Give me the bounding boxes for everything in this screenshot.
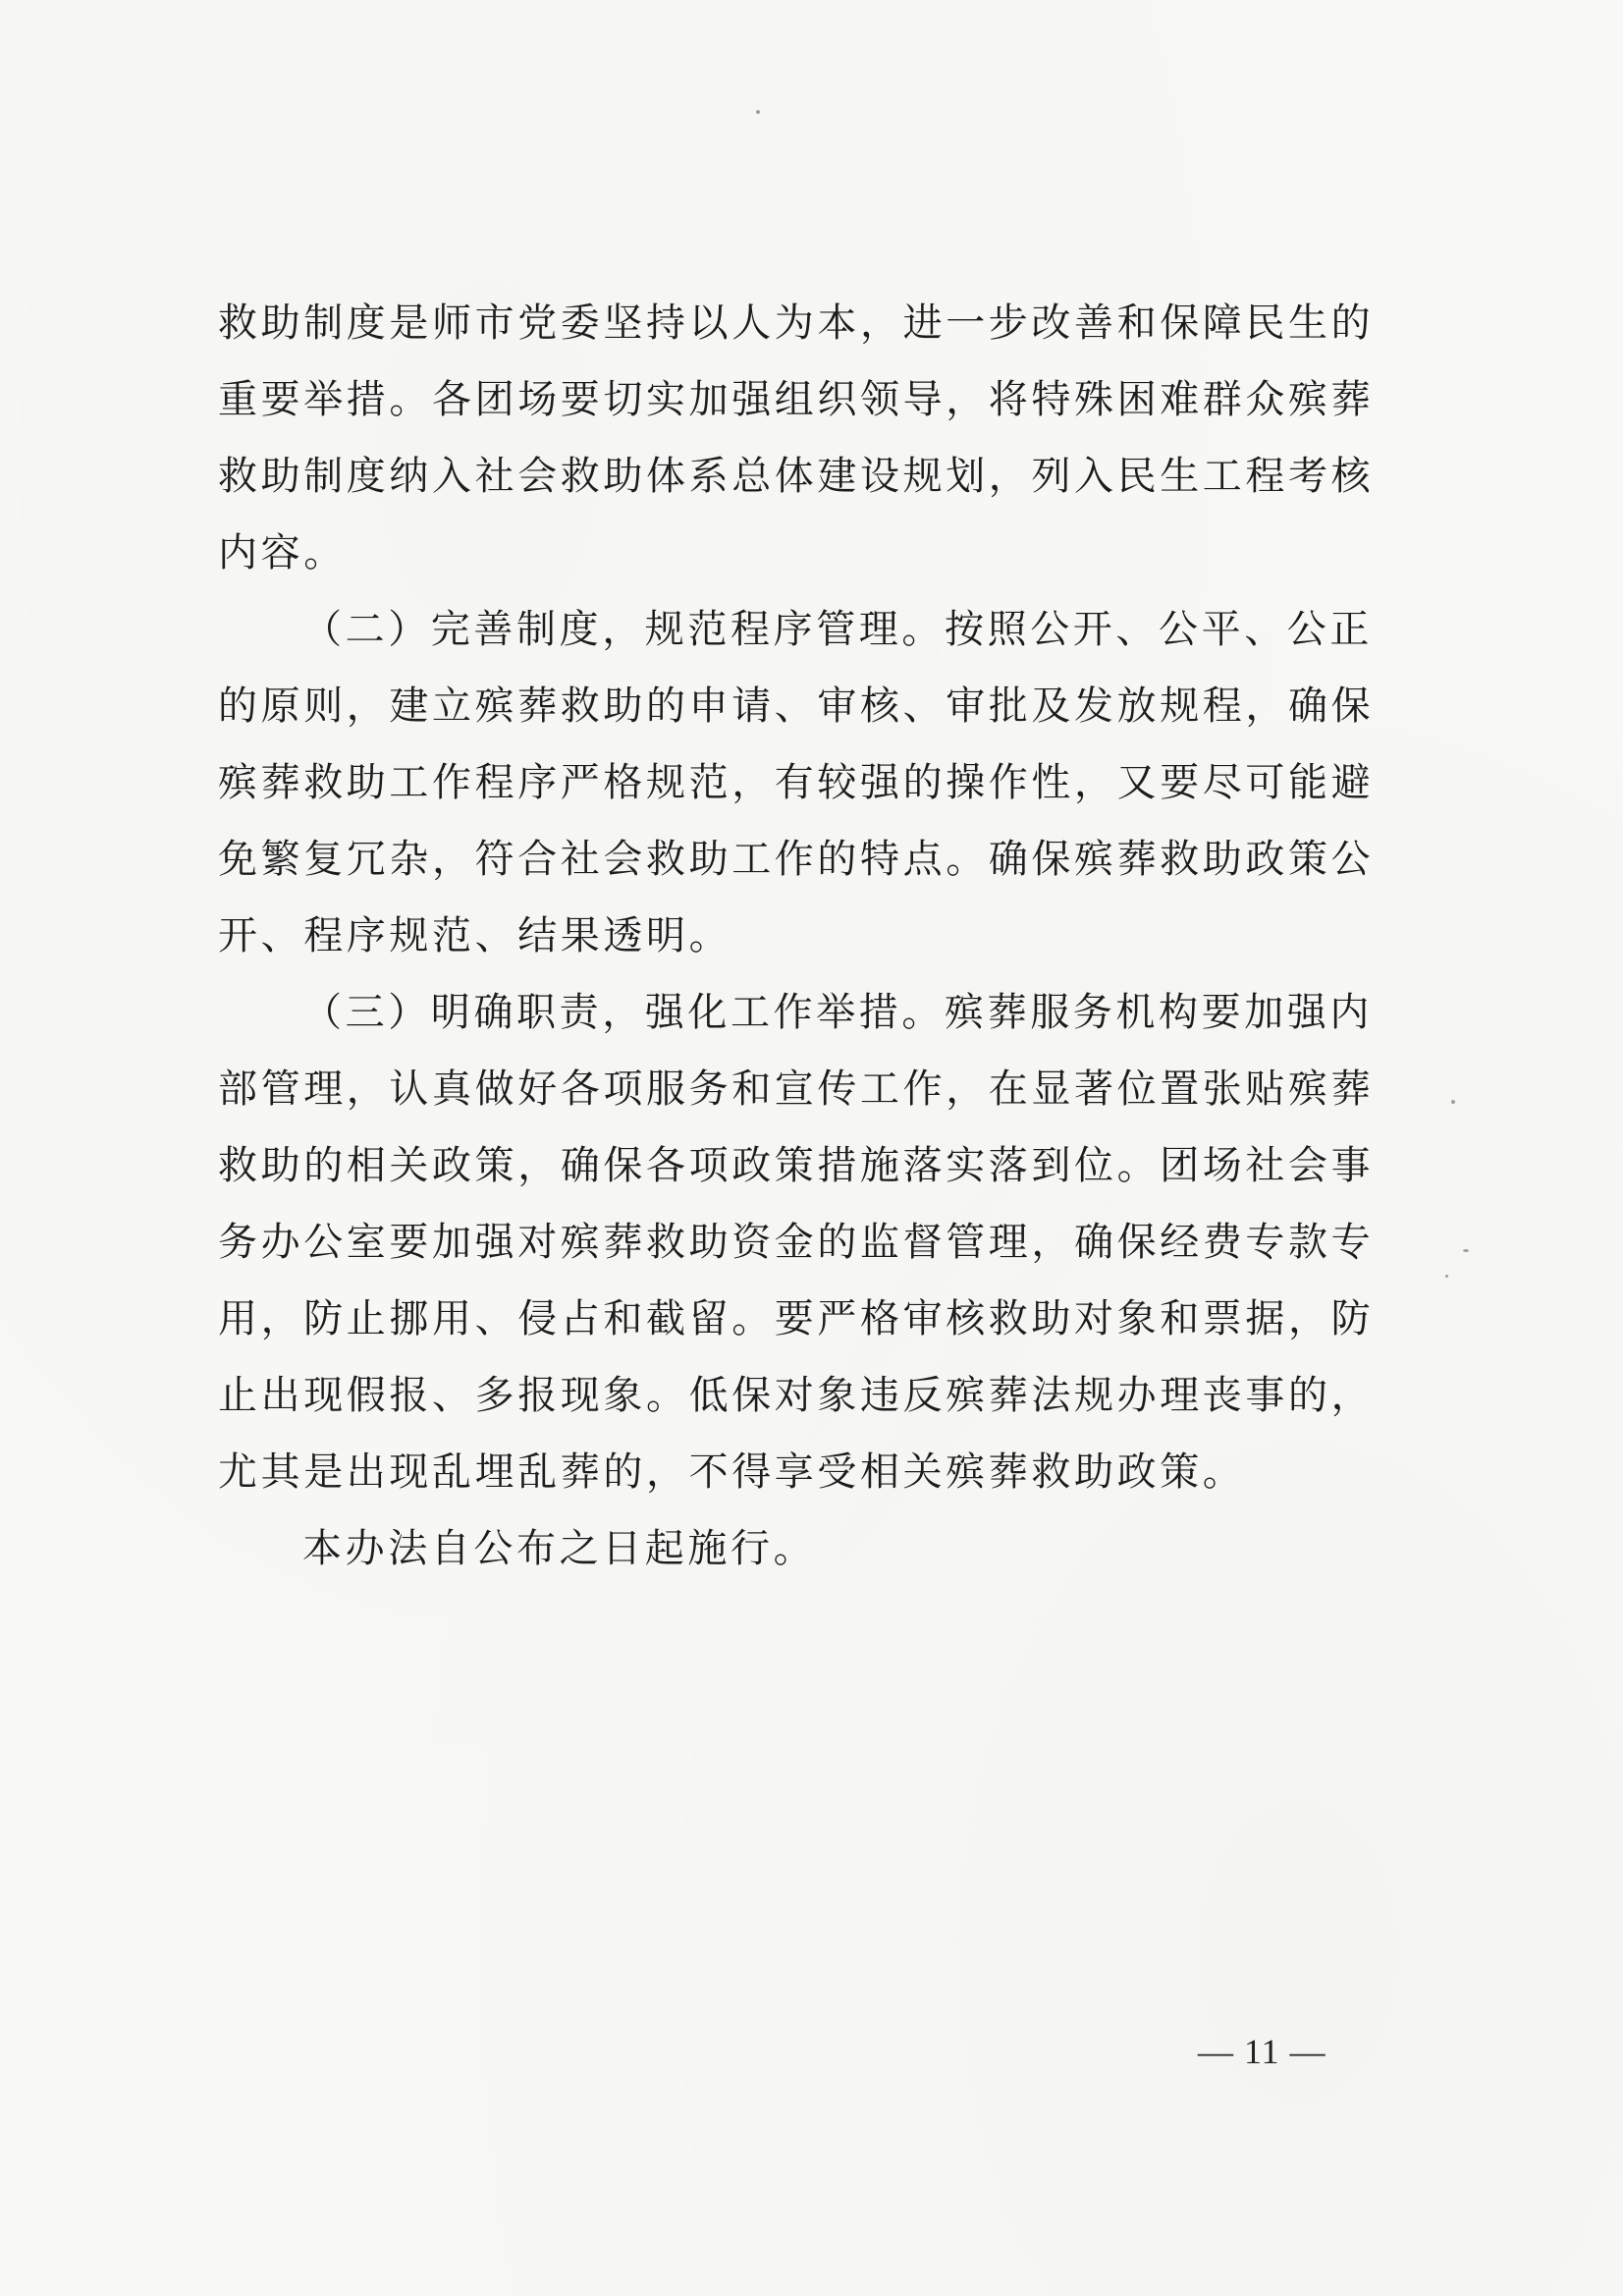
scan-speck <box>1463 1249 1469 1252</box>
paragraph <box>218 1510 1426 1587</box>
page-number: — 11 — <box>1198 2032 1326 2071</box>
text-line: 内容。 <box>218 530 347 575</box>
text-line: 务办公室要加强对殡葬救助资金的监督管理，确保经费专款专 <box>218 1220 1375 1265</box>
text-line: 免繁复冗杂，符合社会救助工作的特点。确保殡葬救助政策公 <box>218 837 1375 882</box>
text-line: 救助制度纳入社会救助体系总体建设规划，列入民生工程考核 <box>218 454 1375 499</box>
text-line: 止出现假报、多报现象。低保对象违反殡葬法规办理丧事的， <box>218 1373 1375 1418</box>
text-line: 殡葬救助工作程序严格规范，有较强的操作性，又要尽可能避 <box>218 760 1375 805</box>
text-line: 本办法自公布之日起施行。 <box>302 1526 817 1571</box>
text-line: 部管理，认真做好各项服务和宣传工作，在显著位置张贴殡葬 <box>218 1066 1375 1112</box>
text-line: 尤其是出现乱埋乱葬的，不得享受相关殡葬救助政策。 <box>218 1449 1246 1495</box>
paragraph <box>218 285 1426 591</box>
text-line: 的原则，建立殡葬救助的申请、审核、审批及发放规程，确保 <box>218 683 1375 729</box>
text-line: （二）完善制度，规范程序管理。按照公开、公平、公正 <box>302 607 1373 652</box>
text-line: 开、程序规范、结果透明。 <box>218 913 732 958</box>
scan-speck <box>1451 1100 1455 1104</box>
text-line: （三）明确职责，强化工作举措。殡葬服务机构要加强内 <box>302 990 1373 1035</box>
scan-speck <box>1445 1275 1448 1278</box>
paragraph <box>218 974 1426 1510</box>
scan-speck <box>756 110 760 114</box>
text-line: 救助的相关政策，确保各项政策措施落实落到位。团场社会事 <box>218 1143 1375 1188</box>
text-line: 重要举措。各团场要切实加强组织领导，将特殊困难群众殡葬 <box>218 377 1375 422</box>
text-line: 救助制度是师市党委坚持以人为本，进一步改善和保障民生的 <box>218 301 1375 346</box>
text-line: 用，防止挪用、侵占和截留。要严格审核救助对象和票据，防 <box>218 1296 1375 1341</box>
paragraph <box>218 591 1426 974</box>
document-body <box>218 285 1426 1587</box>
